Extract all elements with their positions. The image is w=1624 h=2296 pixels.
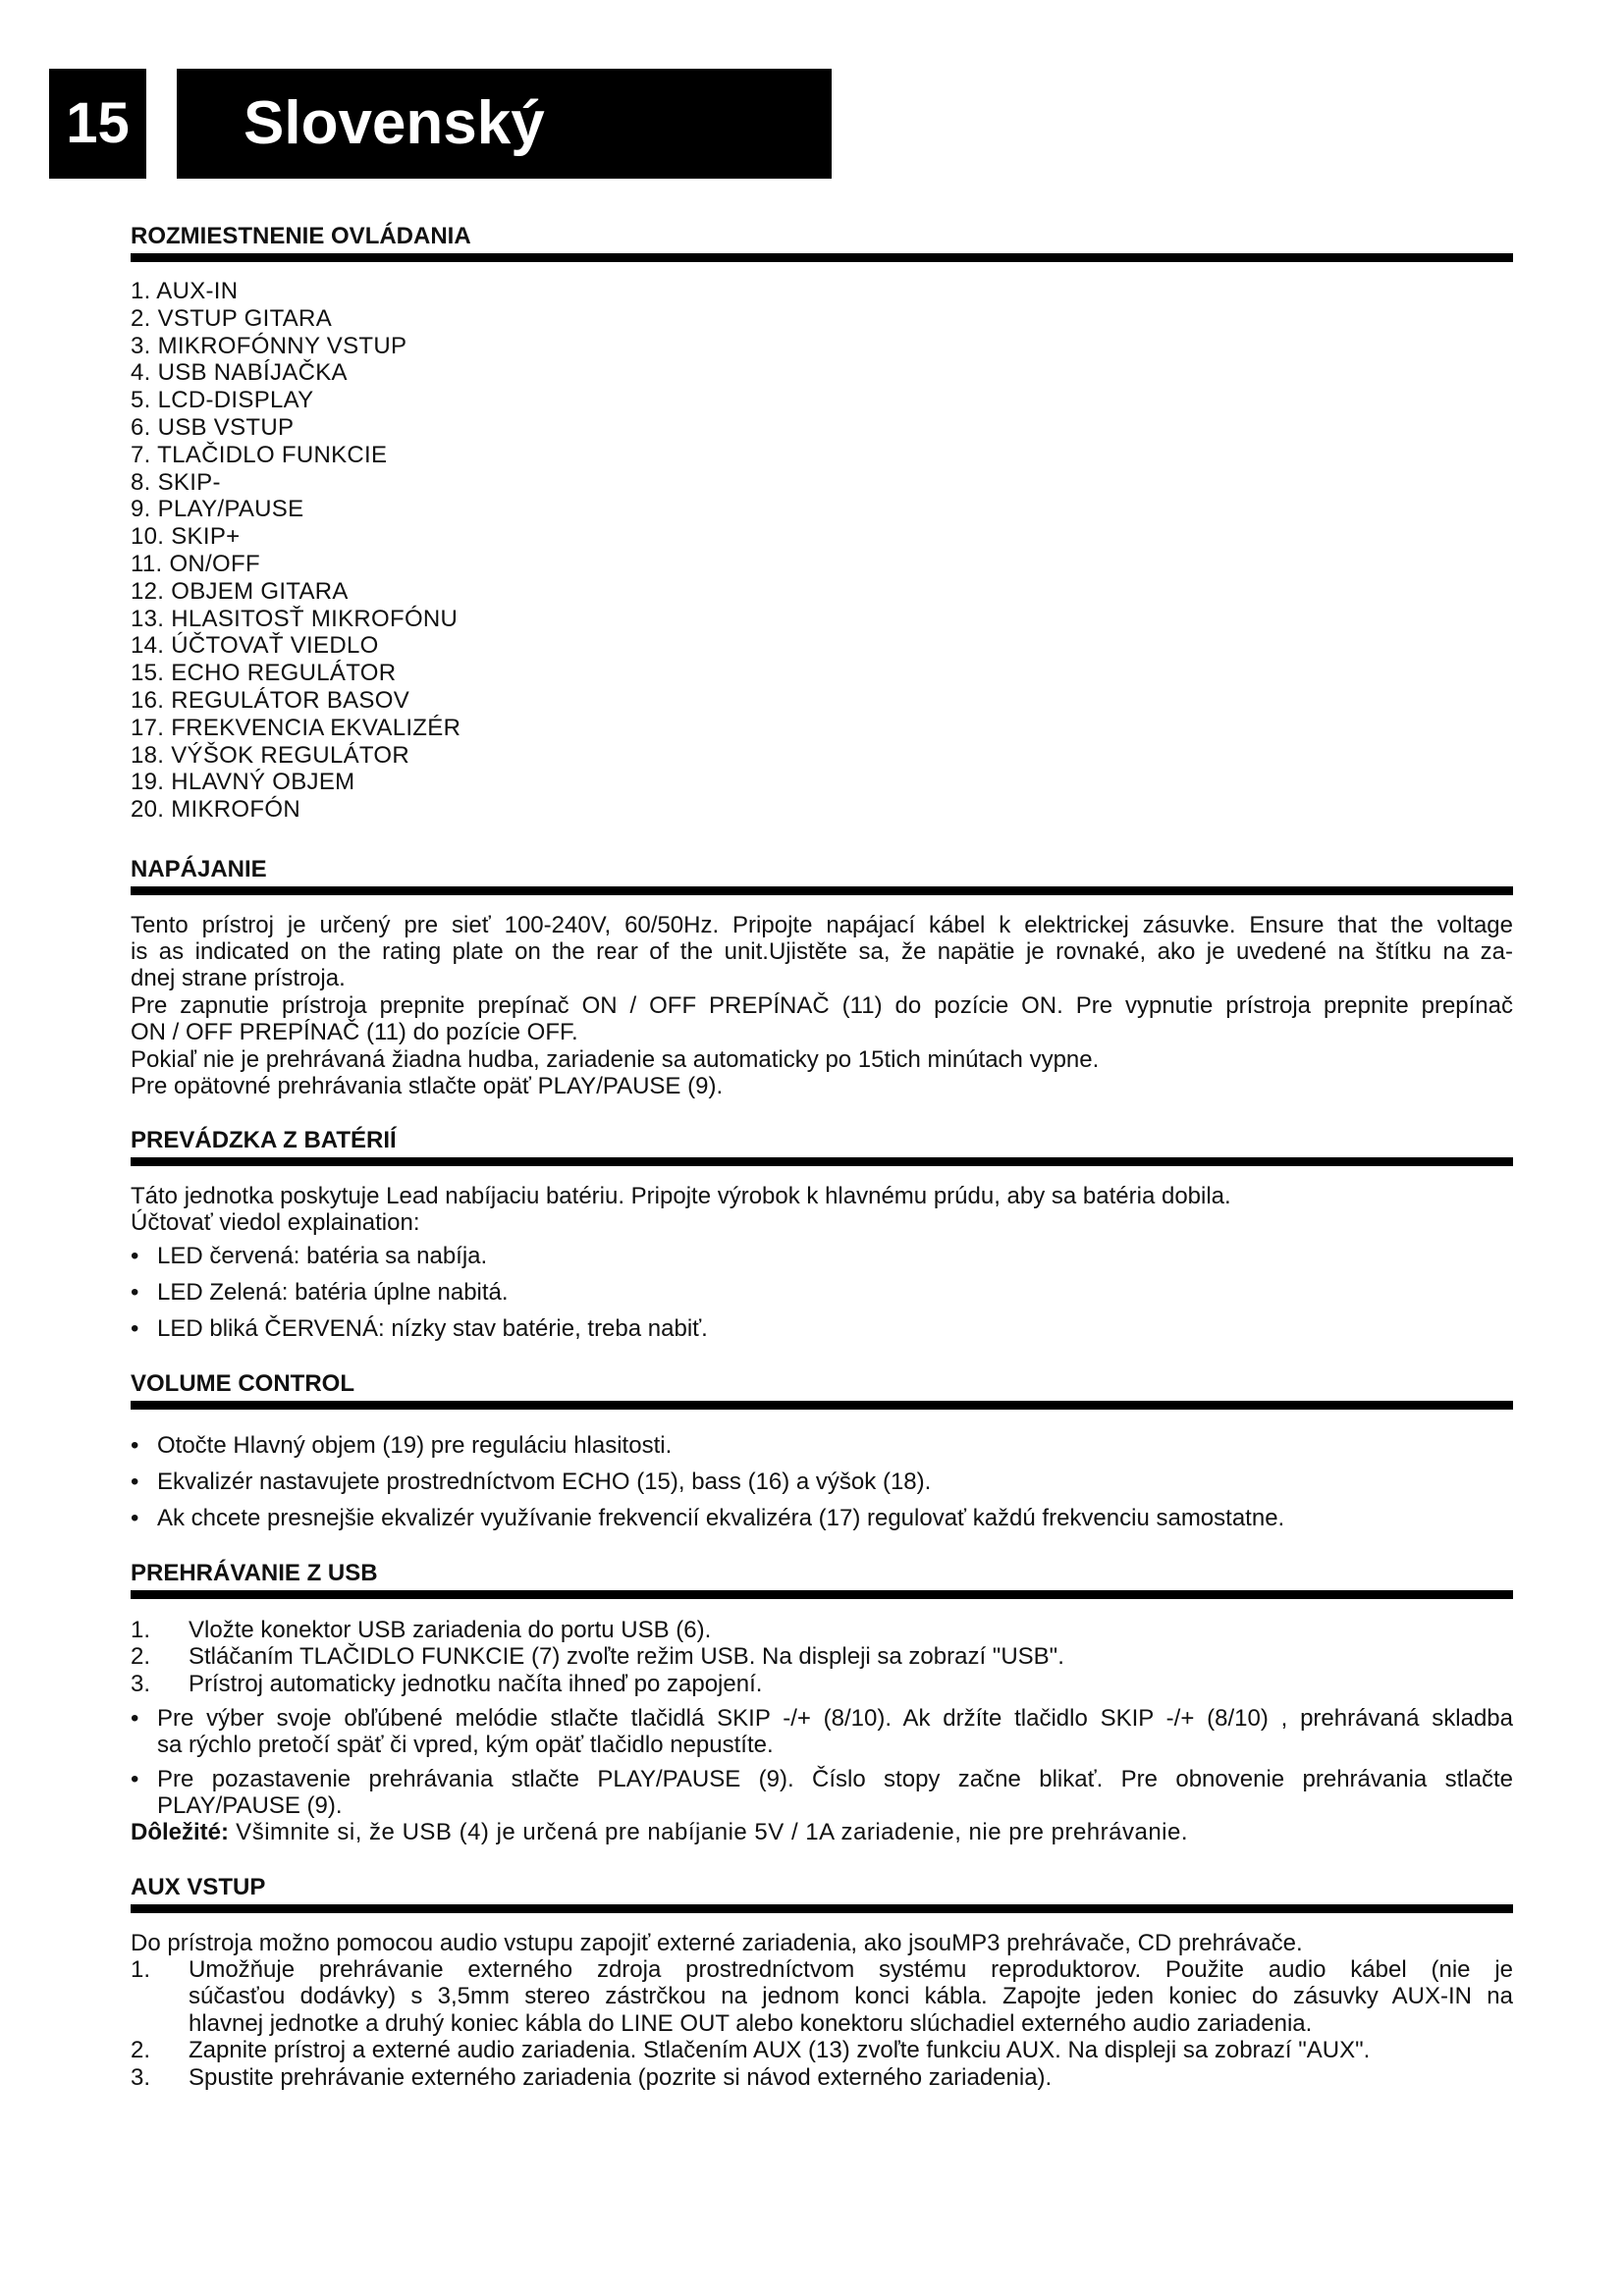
battery-heading: PREVÁDZKA Z BATÉRIÍ [131, 1127, 397, 1153]
battery-line: Táto jednotka poskytuje Lead nabíjaciu batériu. Pripojte výrobok k hlavnému prúdu, aby sa batéria dobila. [131, 1183, 1231, 1209]
section-rule [131, 886, 1513, 895]
power-line: Pre zapnutie prístroja prepnite prepínač ON / OFF PREPÍNAČ (11) do pozície ON. Pre vypnutie prístroja prepnite prepínač [131, 992, 1513, 1019]
battery-line: Účtovať viedol explaination: [131, 1209, 420, 1236]
aux-step: Zapnite prístroj a externé audio zariadenia. Stlačením AUX (13) zvoľte funkciu AUX. Na displeji sa zobrazí "AUX". [189, 2037, 1371, 2063]
bullet-dot-icon: • [131, 1432, 139, 1459]
bullet-dot-icon: • [131, 1243, 139, 1269]
control-item: 13. HLASITOSŤ MIKROFÓNU [131, 605, 459, 632]
usb-step-number: 1. [131, 1617, 151, 1643]
control-item: 15. ECHO REGULÁTOR [131, 660, 397, 687]
control-item: 1. AUX-IN [131, 278, 239, 304]
control-item: 5. LCD-DISPLAY [131, 387, 314, 414]
control-item: 2. VSTUP GITARA [131, 304, 332, 332]
aux-step-line: súčasťou dodávky) s 3,5mm stereo zástrčkou na jednom konci kábla. Zapojte jeden koniec do zásuvky AUX-IN na [189, 1983, 1513, 2009]
power-line: ON / OFF PREPÍNAČ (11) do pozície OFF. [131, 1019, 578, 1045]
usb-note [131, 1819, 1188, 1845]
volume-bullet: Ekvalizér nastavujete prostredníctvom ECHO (15), bass (16) a výšok (18). [157, 1468, 932, 1495]
section-rule [131, 253, 1513, 262]
control-item: 3. MIKROFÓNNY VSTUP [131, 332, 407, 359]
usb-bullet-line: Pre pozastavenie prehrávania stlačte PLAY/PAUSE (9). Číslo stopy začne blikať. Pre obnovenie prehrávania stlačte [157, 1766, 1513, 1792]
control-item: 19. HLAVNÝ OBJEM [131, 769, 355, 796]
power-line: is as indicated on the rating plate on the rear of the unit.Ujistěte sa, že napätie je rovnaké, ako je uvedené na štítku na za- [131, 938, 1513, 965]
aux-step-number: 2. [131, 2037, 151, 2063]
aux-step-number: 3. [131, 2064, 151, 2091]
usb-heading: PREHRÁVANIE Z USB [131, 1560, 378, 1586]
usb-step-number: 3. [131, 1671, 151, 1697]
section-rule [131, 1590, 1513, 1599]
battery-bullet: LED bliká ČERVENÁ: nízky stav batérie, treba nabiť. [157, 1315, 708, 1342]
battery-bullet: LED červená: batéria sa nabíja. [157, 1243, 488, 1269]
page-title: Slovenský [177, 69, 832, 179]
usb-note-text: Všimnite si, že USB (4) je určená pre nabíjanie 5V / 1A zariadenie, nie pre prehrávanie. [229, 1819, 1189, 1845]
control-item: 14. ÚČTOVAŤ VIEDLO [131, 632, 379, 660]
battery-bullet: LED Zelená: batéria úplne nabitá. [157, 1279, 509, 1306]
power-line: dnej strane prístroja. [131, 965, 346, 991]
section-rule [131, 1157, 1513, 1166]
control-item: 18. VÝŠOK REGULÁTOR [131, 741, 410, 769]
header-separator [146, 69, 177, 179]
control-item: 12. OBJEM GITARA [131, 577, 349, 605]
usb-step: Vložte konektor USB zariadenia do portu USB (6). [189, 1617, 712, 1643]
control-item: 10. SKIP+ [131, 523, 241, 551]
control-item: 17. FREKVENCIA EKVALIZÉR [131, 714, 461, 741]
section-rule [131, 1401, 1513, 1410]
bullet-dot-icon: • [131, 1705, 139, 1732]
aux-step-number: 1. [131, 1956, 151, 1983]
bullet-dot-icon: • [131, 1315, 139, 1342]
aux-step: Spustite prehrávanie externého zariadenia (pozrite si návod externého zariadenia). [189, 2064, 1053, 2091]
control-item: 8. SKIP- [131, 468, 221, 496]
power-line: Pokiaľ nie je prehrávaná žiadna hudba, zariadenie sa automaticky po 15tich minútach vypne. [131, 1046, 1100, 1073]
control-item: 9. PLAY/PAUSE [131, 496, 304, 523]
aux-intro: Do prístroja možno pomocou audio vstupu zapojiť externé zariadenia, ako jsouMP3 prehrávače, CD prehrávače. [131, 1930, 1303, 1956]
usb-bullet-line: sa rýchlo pretočí späť či vpred, kým opäť tlačidlo nepustíte. [157, 1732, 774, 1758]
usb-bullet-line: Pre výber svoje obľúbené melódie stlačte tlačidlá SKIP -/+ (8/10). Ak držíte tlačidlo SKIP -/+ (8/10) , prehrávaná skladba [157, 1705, 1513, 1732]
controls-heading: ROZMIESTNENIE OVLÁDANIA [131, 223, 471, 249]
control-item: 20. MIKROFÓN [131, 796, 300, 824]
usb-bullet-line: PLAY/PAUSE (9). [157, 1792, 343, 1819]
control-item: 11. ON/OFF [131, 551, 260, 577]
power-line: Pre opätovné prehrávania stlačte opäť PLAY/PAUSE (9). [131, 1073, 724, 1099]
usb-note-label: Dôležité: [131, 1819, 230, 1845]
bullet-dot-icon: • [131, 1766, 139, 1792]
aux-step-line: Umožňuje prehrávanie externého zdroja prostredníctvom systému reproduktorov. Použite audio kábel (nie je [189, 1956, 1513, 1983]
usb-step-number: 2. [131, 1643, 151, 1670]
control-item: 6. USB VSTUP [131, 414, 295, 441]
usb-step: Stláčaním TLAČIDLO FUNKCIE (7) zvoľte režim USB. Na displeji sa zobrazí "USB". [189, 1643, 1064, 1670]
section-number: 15 [49, 69, 146, 179]
aux-step-line: hlavnej jednotke a druhý koniec kábla do LINE OUT alebo konektoru slúchadiel externého audio zariadenia. [189, 2010, 1313, 2037]
aux-heading: AUX VSTUP [131, 1874, 266, 1900]
bullet-dot-icon: • [131, 1505, 139, 1531]
control-item: 16. REGULÁTOR BASOV [131, 687, 410, 714]
bullet-dot-icon: • [131, 1468, 139, 1495]
power-heading: NAPÁJANIE [131, 856, 267, 882]
volume-bullet: Ak chcete presnejšie ekvalizér využívanie frekvencií ekvalizéra (17) regulovať každú frekvenciu samostatne. [157, 1505, 1285, 1531]
usb-step: Prístroj automaticky jednotku načíta ihneď po zapojení. [189, 1671, 763, 1697]
section-rule [131, 1904, 1513, 1913]
control-item: 7. TLAČIDLO FUNKCIE [131, 441, 388, 468]
power-line: Tento prístroj je určený pre sieť 100-240V, 60/50Hz. Pripojte napájací kábel k elektrickej zásuvke. Ensure that the voltage [131, 912, 1513, 938]
volume-heading: VOLUME CONTROL [131, 1370, 354, 1397]
bullet-dot-icon: • [131, 1279, 139, 1306]
control-item: 4. USB NABÍJAČKA [131, 359, 348, 387]
volume-bullet: Otočte Hlavný objem (19) pre reguláciu hlasitosti. [157, 1432, 673, 1459]
